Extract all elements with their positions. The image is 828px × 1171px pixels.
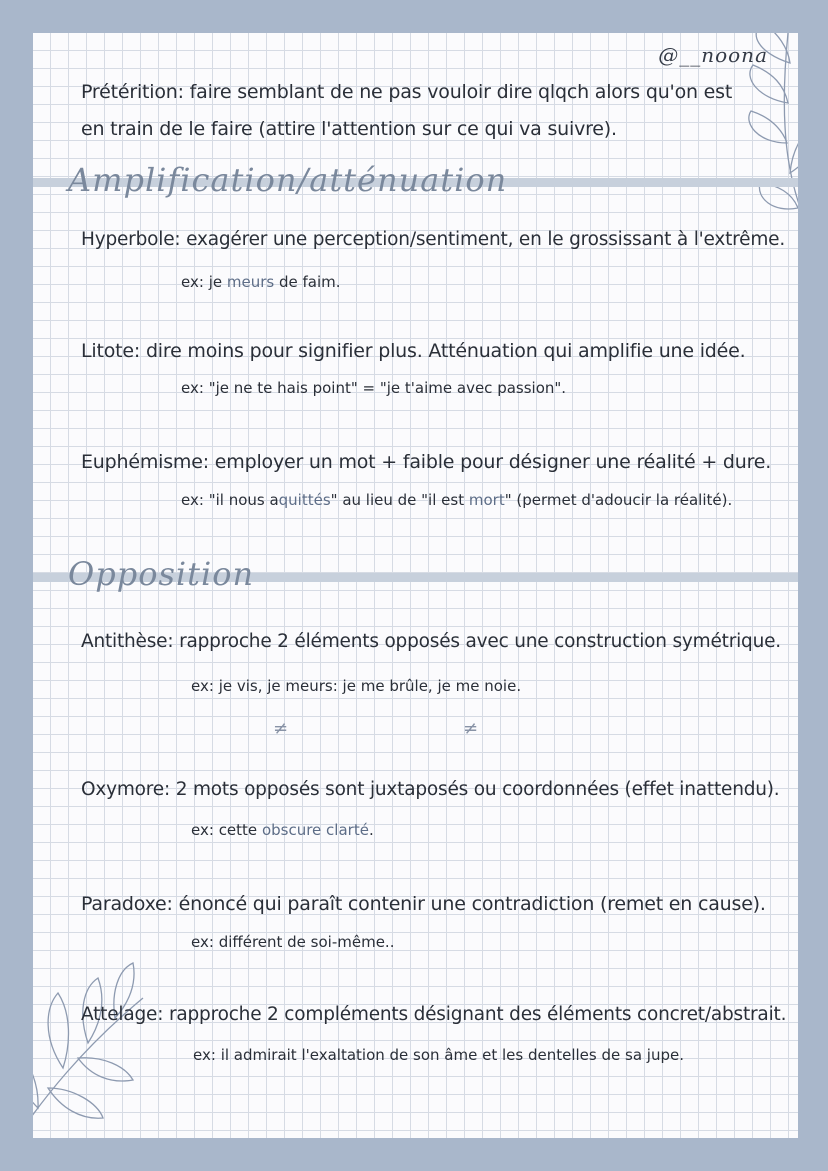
example-prefix: ex: bbox=[193, 1046, 216, 1064]
example-litote bbox=[181, 379, 566, 397]
term-label: Attelage: bbox=[81, 1004, 164, 1025]
example-hyperbole bbox=[181, 273, 341, 291]
definition-text: 2 mots opposés sont juxtaposés ou coordonnées (effet inattendu). bbox=[175, 779, 780, 800]
example-text: cette bbox=[218, 821, 258, 839]
example-prefix: ex: bbox=[191, 933, 214, 951]
definition-text: employer un mot + faible pour désigner une réalité + dure. bbox=[214, 451, 772, 473]
definition-text: exagérer une perception/sentiment, en le grossissant à l'extrême. bbox=[186, 229, 786, 250]
term-label: Antithèse: bbox=[81, 631, 174, 652]
example-text: " (permet d'adoucir la réalité). bbox=[504, 491, 733, 509]
example-oxymore bbox=[191, 821, 374, 839]
example-text: " au lieu de "il est bbox=[330, 491, 465, 509]
section-heading-opposition: Opposition bbox=[68, 555, 255, 593]
term-label: Paradoxe: bbox=[81, 893, 173, 915]
example-text: "il nous a bbox=[208, 491, 279, 509]
example-prefix: ex: bbox=[181, 273, 204, 291]
definition-text: rapproche 2 éléments opposés avec une construction symétrique. bbox=[179, 631, 781, 652]
example-paradoxe bbox=[191, 933, 394, 951]
example-text: . bbox=[368, 821, 374, 839]
example-prefix: ex: bbox=[181, 379, 204, 397]
example-prefix: ex: bbox=[191, 677, 214, 695]
leaf-decoration-bottom-left bbox=[33, 938, 153, 1138]
definition-litote bbox=[81, 340, 788, 362]
section-heading-amplification: Amplification/atténuation bbox=[68, 161, 508, 199]
example-attelage bbox=[193, 1046, 684, 1064]
example-antithese bbox=[191, 677, 521, 695]
example-highlight: obscure clarté bbox=[261, 821, 369, 839]
definition-text: dire moins pour signifier plus. Atténuation qui amplifie une idée. bbox=[145, 340, 746, 362]
notebook-page bbox=[33, 33, 798, 1138]
term-label: Litote: bbox=[81, 340, 141, 362]
definition-text: rapproche 2 compléments désignant des éléments concret/abstrait. bbox=[168, 1004, 787, 1025]
definition-oxymore bbox=[81, 779, 788, 800]
example-text: de faim. bbox=[279, 273, 341, 291]
example-text: "je ne te hais point" = "je t'aime avec passion". bbox=[208, 379, 567, 397]
definition-hyperbole bbox=[81, 229, 788, 250]
term-label: Euphémisme: bbox=[81, 451, 209, 473]
example-text: je bbox=[208, 273, 223, 291]
example-highlight: meurs bbox=[226, 273, 275, 291]
example-text: je vis, je meurs: je me brûle, je me noie. bbox=[218, 677, 522, 695]
definition-euphemisme bbox=[81, 451, 788, 473]
term-label: Oxymore: bbox=[81, 779, 171, 800]
example-highlight: quittés bbox=[278, 491, 331, 509]
example-text: différent de soi-même.. bbox=[218, 933, 395, 951]
leaf-decoration-top-right bbox=[718, 33, 798, 253]
example-text: il admirait l'exaltation de son âme et les dentelles de sa jupe. bbox=[220, 1046, 684, 1064]
definition-antithese bbox=[81, 631, 788, 652]
example-prefix: ex: bbox=[191, 821, 214, 839]
example-highlight: mort bbox=[468, 491, 505, 509]
term-label: Hyperbole: bbox=[81, 229, 181, 250]
intro-line-1: Prétérition: faire semblant de ne pas vouloir dire qlqch alors qu'on est bbox=[81, 81, 733, 103]
author-handle: @__noona bbox=[658, 43, 768, 67]
definition-text: énoncé qui paraît contenir une contradiction (remet en cause). bbox=[178, 893, 766, 915]
not-equal-symbol: ≠ bbox=[273, 718, 289, 739]
intro-line-2: en train de le faire (attire l'attention sur ce qui va suivre). bbox=[81, 118, 617, 140]
example-euphemisme bbox=[181, 491, 732, 509]
definition-attelage bbox=[81, 1004, 788, 1025]
definition-paradoxe bbox=[81, 893, 788, 915]
example-prefix: ex: bbox=[181, 491, 204, 509]
not-equal-symbol: ≠ bbox=[463, 718, 479, 739]
